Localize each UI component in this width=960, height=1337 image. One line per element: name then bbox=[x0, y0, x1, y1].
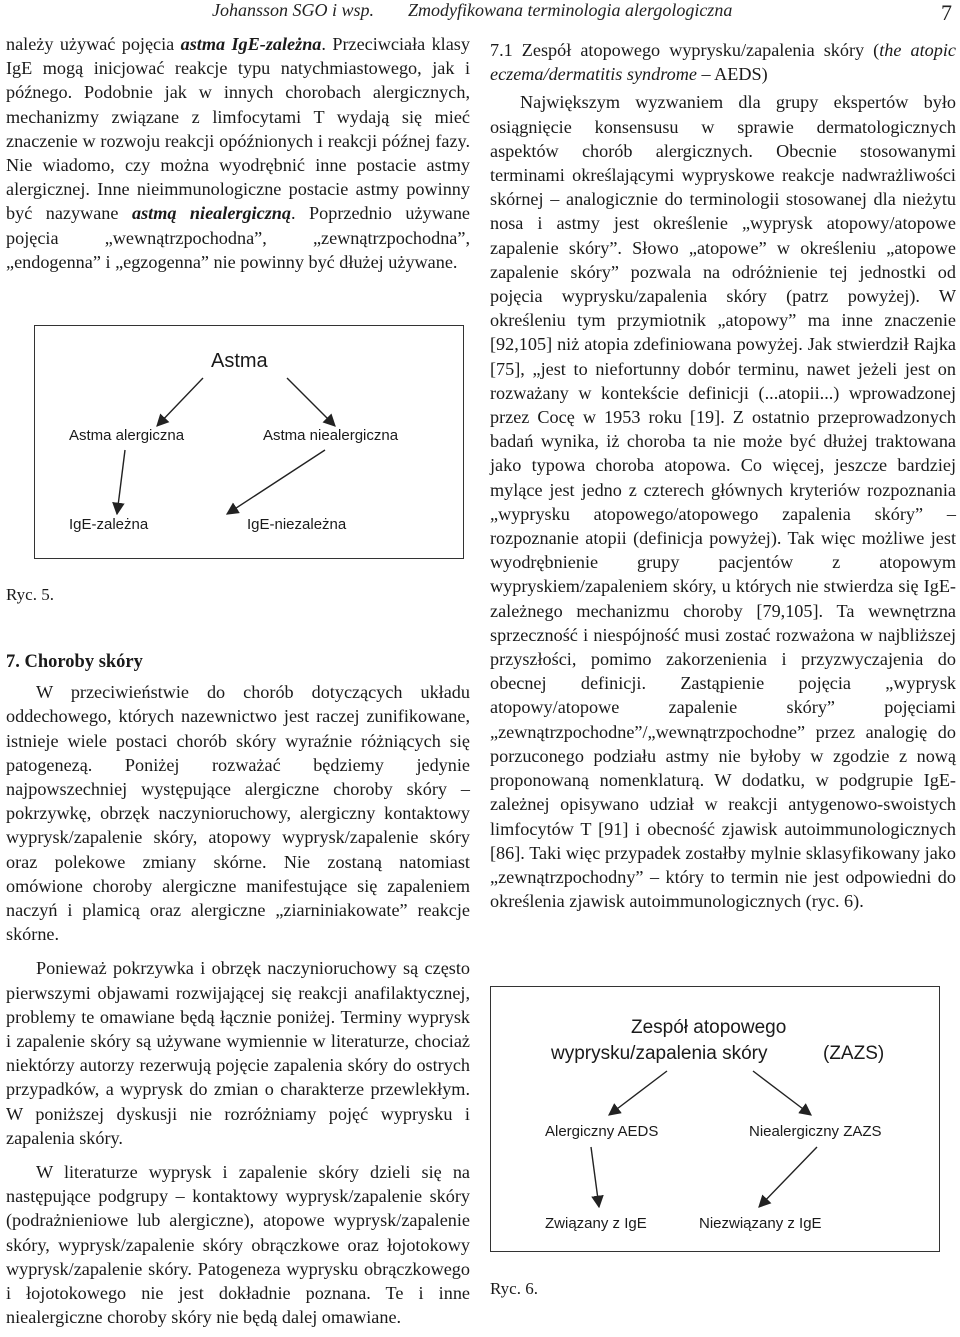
node-ige-dependent: IgE-zależna bbox=[69, 516, 149, 533]
text-run: . Poprzednio używane pojęcia „wewnątrzpochodna”, „zewnątrzpochodna”, „endogenna” i „egzogenna” nie powinny być dłużej używane. bbox=[6, 203, 470, 272]
arrow-root-to-allergic-aeds bbox=[609, 1071, 667, 1115]
page-number: 7 bbox=[941, 0, 952, 25]
subsection-heading bbox=[490, 38, 956, 86]
section-7 bbox=[6, 650, 470, 1329]
section-7-paragraph-1: W przeciwieństwie do chorób dotyczących układu oddechowego, których nazewnictwo jest raczej zunifikowane, istnieje wiele postaci chorób skóry wyraźnie różniących się patogenezą. Poniżej rozważać będziemy jedynie najpowszechniej występujące alergiczne choroby skóry – pokrzywkę, obrzęk naczynioruchowy, alergiczny kontaktowy wyprysk/zapalenie skóry, atopowy wyprysk/zapalenie skóry oraz polekowe zmiany skórne. Nie zostaną natomiast omówione choroby alergiczne manifestujące się zapaleniem naczyń i plamicą oraz alergiczne „ziarniniakowate” reakcje skórne. bbox=[6, 682, 470, 945]
section-heading: 7. Choroby skóry bbox=[6, 652, 143, 672]
header-authors: Johansson SGO i wsp. bbox=[212, 0, 375, 20]
node-zazs-line2: wyprysku/zapalenia skóry bbox=[551, 1043, 768, 1064]
arrow-root-to-nonallergic-zazs bbox=[753, 1071, 811, 1115]
node-allergic-asthma: Astma alergiczna bbox=[69, 427, 185, 444]
term-ige-dependent-asthma: astma IgE-zależna bbox=[180, 34, 322, 54]
section-7-paragraph-2: Ponieważ pokrzywka i obrzęk naczynioruchowy są często pierwszymi objawami rozwijającej się reakcji anafilaktycznej, problemy te omawiane będą łącznie poniżej. Terminy wyprysk i zapalenie skóry są używane wymiennie w literaturze, chociaż niektórzy autorzy rezerwują pojęcie zapalenia skóry do ostrych przypadków, a wyprysk do zmian o charakterze przewlekłym. W poniższej dyskusji nie rozróżniamy pojęć wyprysku i zapalenia skóry. bbox=[6, 958, 470, 1148]
text-run: . Przeciwciała klasy IgE mogą inicjować reakcje typu natychmiastowego, jak i późnego. Podobnie jak w innych chorobach alergicznych, mechanizmy związane z limfocytami T wydają się mieć znaczenie w rozwoju reakcji opóźnionych i reakcji późnej fazy. Nie wiadomo, czy można wyodrębnić inne postacie astmy alergicznej. Inne nieimmunologiczne postacie astmy powinny być nazywane bbox=[6, 34, 470, 224]
node-ige-independent: IgE-niezależna bbox=[247, 516, 347, 533]
left-column-top bbox=[6, 32, 470, 274]
header-running-title: Zmodyfikowana terminologia alergologiczna bbox=[408, 0, 733, 20]
figure-6-caption: Ryc. 6. bbox=[490, 1279, 538, 1298]
figure-6-box bbox=[490, 986, 940, 1252]
node-non-ige-associated: Niezwiązany z IgE bbox=[699, 1215, 822, 1232]
asthma-paragraph bbox=[6, 32, 470, 274]
arrow-zazs-to-nonige bbox=[759, 1147, 817, 1207]
arrow-root-to-nonallergic bbox=[287, 378, 335, 426]
right-column bbox=[490, 38, 956, 913]
node-ige-associated: Związany z IgE bbox=[545, 1215, 647, 1232]
node-zazs-line1: Zespół atopowego bbox=[631, 1017, 787, 1038]
node-zazs-abbr: (ZAZS) bbox=[823, 1043, 885, 1064]
section-7-paragraph-3: W literaturze wyprysk i zapalenie skóry dzieli się na następujące podgrupy – kontaktowy wyprysk/zapalenie skóry (podrażnieniowe lub alergiczne), atopowe wyprysk/zapalenie skóry, wyprysk/zapalenie skóry obrączkowe oraz łojotokowy wyprysk/zapalenie skóry. Patogeneza wyprysku obrączkowego i łojotokowego nie jest dokładnie poznana. Te i inne niealergiczne choroby skóry nie będą dalej omawiane. bbox=[6, 1162, 470, 1328]
node-allergic-aeds: Alergiczny AEDS bbox=[545, 1123, 659, 1140]
arrow-root-to-allergic bbox=[157, 378, 203, 426]
node-asthma: Astma bbox=[211, 350, 268, 372]
node-nonallergic-asthma: Astma niealergiczna bbox=[263, 427, 399, 444]
subsection-heading-english: the atopic eczema/dermatitis syndrome bbox=[490, 40, 956, 85]
node-nonallergic-zazs: Niealergiczny ZAZS bbox=[749, 1123, 882, 1140]
running-header bbox=[0, 0, 960, 26]
term-nonallergic-asthma: astmą niealergiczną bbox=[131, 203, 291, 224]
figure-5-caption: Ryc. 5. bbox=[6, 585, 54, 604]
text-run: 7.1 Zespół atopowego wyprysku/zapalenia skóry ( bbox=[490, 40, 880, 60]
aeds-paragraph: Największym wyzwaniem dla grupy ekspertów było osiągnięcie konsensusu w sprawie dermatologicznych aspektów chorób alergicznych. Obecnie stosowanymi terminami określającymi wypryskowe reakcje nadwrażliwości skórnej – analogicznie do terminologii stosowanej dla nieżytu nosa i astmy jest określenie „wyprysk atopowy/atopowe zapalenie skóry”. Słowo „atopowe” w określeniu „atopowe zapalenie skóry” pozwala na odróżnienie tej jednostki od pojęcia wyprysku/zapalenia skóry (patrz powyżej). W określeniu tym przymiotnik „atopowy” ma inne znaczenie [92,105] niż atopia zdefiniowana powyżej. Jak stwierdził Rajka [75], „jest to niefortunny dobór terminu, nawet jeżeli jest on rozważany w kontekście definicji (...atopii...) wprowadzonej przez Cocę w 1953 roku [19]. Z ostatnio przeprowadzonych badań wynika, iż choroba ta nie może być dłużej traktowana jako typowa choroba atopowa. Co więcej, jeszcze bardziej mylące jest jedno z czterech głównych kryteriów rozpoznania „wyprysku atopowego/atopowego zapalenia skóry” – rozpoznanie atopii (definicja powyżej). Tak więc możliwe jest wyodrębnienie grupy pacjentów z atopowym wypryskiem/zapaleniem skóry, u których nie stwierdza się IgE-zależnego mechanizmu choroby [79,105]. Ta wewnętrzna sprzeczność i niespójność musi zostać rozważona w najbliższej przyszłości, pomimo zakorzenienia i przyzwyczajenia do obecnej definicji. Zastąpienie pojęcia „wyprysk atopowy/atopowe zapalenie skóry” pojęciami „zewnątrzpochodne”/„wewnątrzpochodne” przez analogię do porzuconego podziału astmy nie byłoby w zgodzie z nową proponowaną nomenklaturą. W dodatku, w podgrupie IgE-zależnej opisywano udział w reakcji antygenowo-swoistych limfocytów T [91] i obecność zjawisk autoimmunologicznych [86]. Taki więc przypadek zostałby mylnie sklasyfikowany jako „zewnątrzpochodny” – który to termin nie jest odpowiedni do określenia zjawisk autoimmunologicznych (ryc. 6). bbox=[490, 92, 956, 912]
figure-5-box bbox=[34, 325, 464, 559]
arrow-nonallergic-to-nonige bbox=[227, 450, 325, 514]
text-run: należy używać pojęcia bbox=[6, 34, 181, 54]
arrow-allergic-to-ige bbox=[117, 450, 125, 514]
text-run: – AEDS) bbox=[696, 64, 768, 85]
arrow-aeds-to-ige bbox=[591, 1147, 599, 1207]
